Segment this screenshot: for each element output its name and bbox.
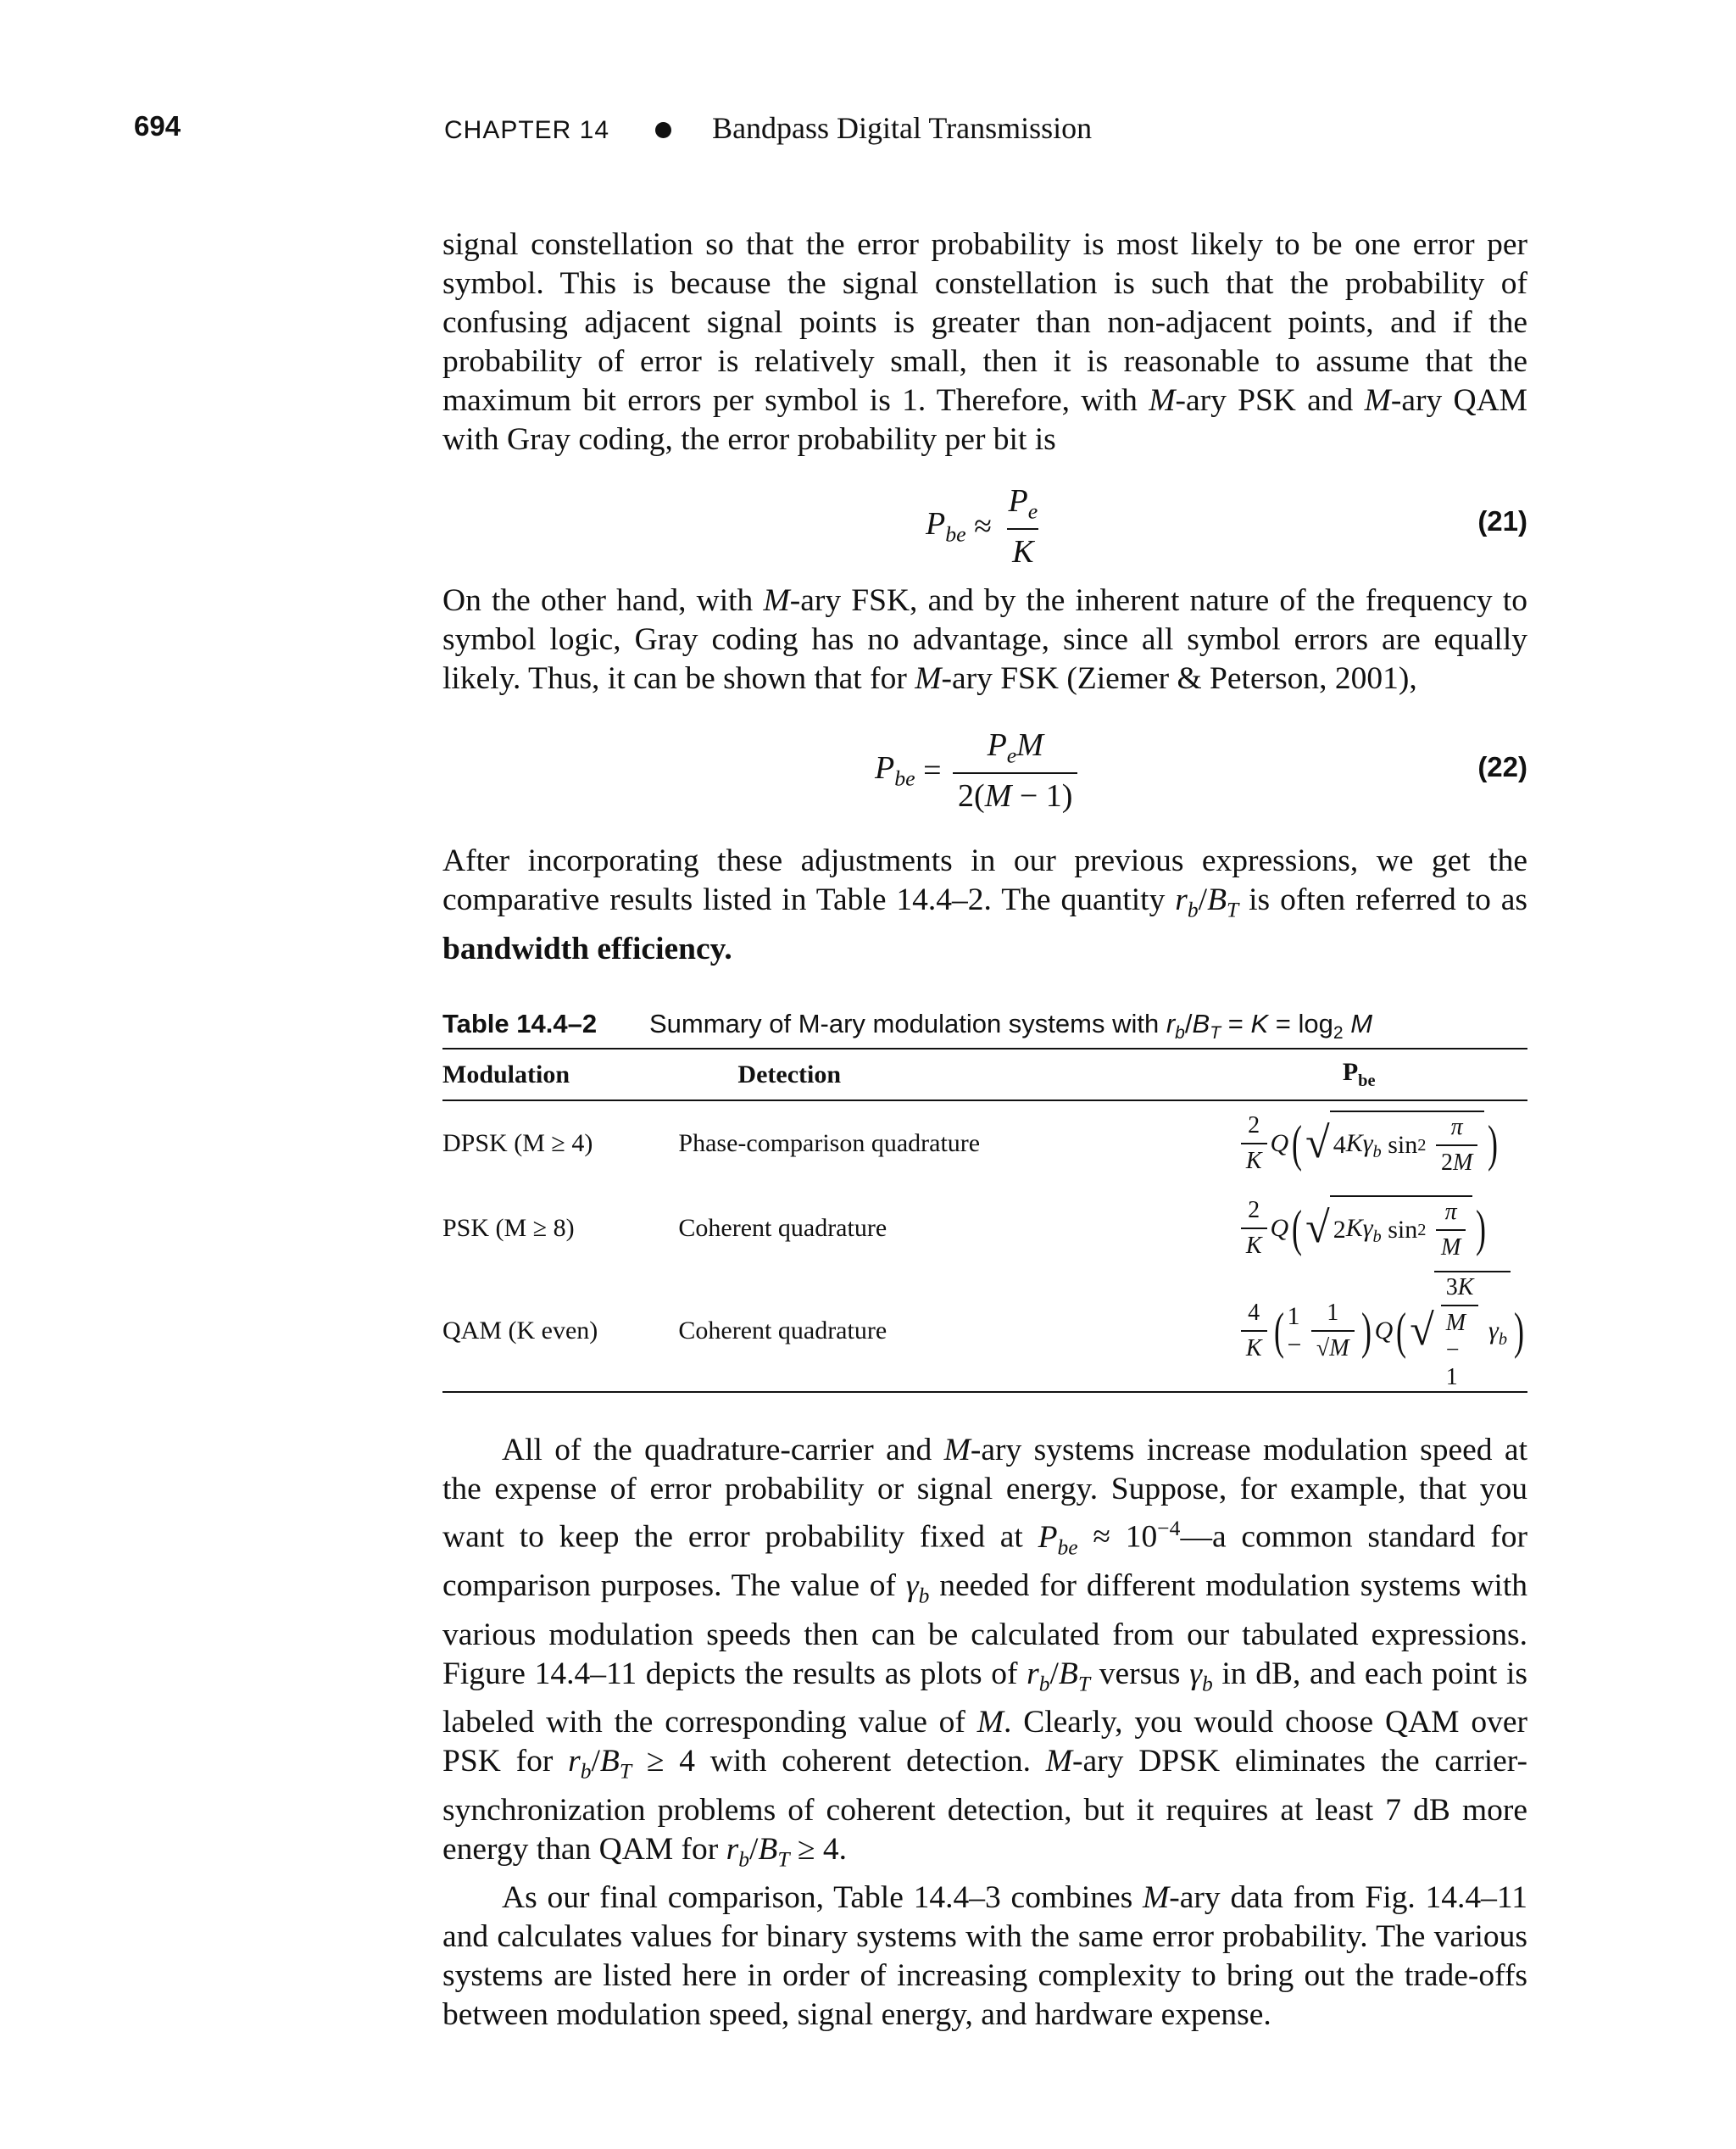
equation-22: $P_{be}$ = $\frac{P_eM}{2(M - 1)}$ (22) [875,727,1527,814]
cell-modulation: DPSK (M ≥ 4) [442,1129,593,1157]
chapter-label: CHAPTER 14 [444,116,610,144]
cell-modulation: QAM (K even) [442,1317,598,1345]
cell-pbe: $\frac{2}{K}$ Q ( √ 4 $K\gamma_b$ sin 2 $\frac{\pi}{2M}$ ) [1166,1100,1527,1186]
equation-number: (21) [1477,505,1527,537]
paragraph-3: After incorporating these adjustments in our previous expressions, we get the comparative results listed in Table 14.4–2. The quantity $r_b/B_T$ is often referred to as bandwidth efficiency. [442,843,1527,966]
table-row [442,1186,1527,1271]
table-caption: Table 14.4–2 Summary of M-ary modulation systems with $r_b/B_T = K = \log_2 M$ [442,1009,1373,1044]
chapter-title: Bandpass Digital Transmission [712,111,1093,145]
bullet-icon [655,122,671,138]
table-row [442,1271,1527,1391]
header-detection: Detection [678,1049,1166,1100]
equation-21: $P_{be}$ ≈ $\frac{P_e}{K}$ (21) [926,483,1527,570]
cell-detection: Coherent quadrature [678,1214,887,1242]
cell-pbe: $\frac{4}{K}$ ( 1 − $\frac{1}{√M}$ ) Q ( √ $\frac{3K}{M - 1}$ $\gamma_b$ ) [1166,1271,1527,1391]
running-head [444,110,1092,146]
cell-detection: Phase-comparison quadrature [678,1129,981,1157]
page-number: 694 [134,110,181,142]
paragraph-1: signal constellation so that the error probability is most likely to be one error per symbol. This is because the signal constellation is such that the probability of confusing adjacent signal points is greater than non-adjacent points, and if the probability of error is relatively small, then it is reasonable to assume that the maximum bit errors per symbol is 1. Therefore, with M-ary PSK and M-ary QAM with Gray coding, the error probability per bit is [442,227,1527,457]
cell-pbe: $\frac{2}{K}$ Q ( √ 2 $K\gamma_b$ sin 2 $\frac{\pi}{M}$ ) [1166,1186,1527,1271]
table-label: Table 14.4–2 [442,1009,598,1038]
cell-detection: Coherent quadrature [678,1317,887,1345]
cell-modulation: PSK (M ≥ 8) [442,1214,575,1242]
table-14-4-2 [442,1048,1527,1393]
paragraph-2: On the other hand, with M-ary FSK, and by the inherent nature of the frequency to symbol logic, Gray coding has no advantage, since all symbol errors are equally likely. Thus, it can be shown that for M-ary FSK (Ziemer & Peterson, 2001), [442,583,1527,696]
paragraph-4: All of the quadrature-carrier and M-ary systems increase modulation speed at the expense of error probability or signal energy. Suppose, for example, that you want to keep the error probability fixed at $P_{be}$ ≈ $10^{-4}—a$ common standard for comparison purposes. The value of $\gamma_b$ needed for different modulation systems with various modulation speeds then can be calculated from our tabulated expressions. Figure 14.4–11 depicts the results as plots of $r_b/B_T$ versus $\gamma_b$ in dB, and each point is labeled with the corresponding value of M. Clearly, you would choose QAM over PSK for $r_b/B_T \ge 4$ with coherent detection. M-ary DPSK eliminates the carrier-synchronization problems of coherent detection, but it requires at least 7 dB more energy than QAM for $r_b/B_T \ge 4$. As our final comparison, Table 14.4–3 combines M-ary data from Fig. 14.4–11 and calculates values for binary systems with the same error probability. The various systems are listed here in order of increasing complexity to bring out the trade-offs between modulation speed, signal energy, and hardware expense. [442,1433,1527,2032]
equation-number: (22) [1477,751,1527,782]
header-modulation: Modulation [442,1049,678,1100]
header-pbe: $P_{be}$ [1166,1049,1527,1100]
table-row [442,1100,1527,1186]
